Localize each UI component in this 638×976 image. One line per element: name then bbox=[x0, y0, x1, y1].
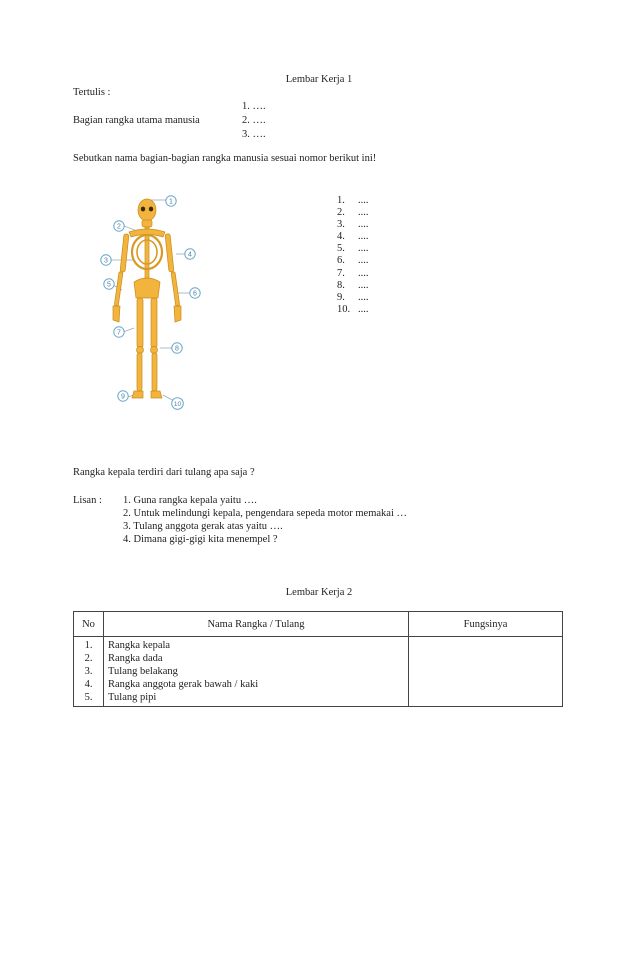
list-item-blank: .... bbox=[358, 291, 369, 303]
row-number: 1. bbox=[84, 640, 93, 651]
marker-2 bbox=[113, 220, 125, 235]
table-header-row bbox=[74, 612, 563, 637]
header-function: Fungsinya bbox=[409, 612, 563, 637]
list-item-blank: .... bbox=[358, 267, 369, 279]
bone-name: Rangka kepala bbox=[108, 640, 171, 651]
table-row bbox=[74, 637, 563, 707]
list-item bbox=[337, 292, 369, 304]
worksheet-2-table bbox=[73, 611, 563, 707]
list-item-blank: .... bbox=[358, 243, 369, 255]
marker-5 bbox=[103, 278, 115, 293]
list-item bbox=[337, 231, 369, 243]
list-item-blank: .... bbox=[358, 303, 369, 315]
tertulis-label: Tertulis : bbox=[73, 87, 111, 98]
list-item-number: 5. bbox=[337, 243, 345, 255]
list-item-blank: .... bbox=[358, 231, 369, 243]
header-no: No bbox=[74, 612, 104, 637]
bone-name: Rangka dada bbox=[108, 653, 163, 664]
list-item-number: 6. bbox=[337, 255, 345, 267]
marker-1 bbox=[165, 195, 177, 210]
list-item-number: 1. bbox=[337, 195, 345, 206]
list-item-number: 7. bbox=[337, 267, 345, 279]
lisan-question-2: 2. Untuk melindungi kepala, pengendara sepeda motor memakai … bbox=[123, 508, 407, 519]
marker-7 bbox=[113, 326, 125, 341]
list-item-blank: .... bbox=[358, 207, 369, 219]
lisan-question-3: 3. Tulang anggota gerak atas yaitu …. bbox=[123, 521, 283, 532]
bone-name: Tulang pipi bbox=[108, 692, 157, 703]
row-number: 4. bbox=[84, 679, 93, 690]
row-number: 5. bbox=[84, 692, 93, 703]
list-item-number: 2. bbox=[337, 207, 345, 219]
main-parts-item-3: 3. …. bbox=[242, 129, 266, 140]
header-name: Nama Rangka / Tulang bbox=[104, 612, 409, 637]
marker-label: 1 bbox=[169, 198, 173, 206]
list-item-blank: .... bbox=[358, 279, 369, 291]
main-parts-item-2: 2. …. bbox=[242, 115, 266, 126]
marker-label: 7 bbox=[117, 329, 121, 337]
bone-name: Tulang belakang bbox=[108, 666, 178, 677]
marker-4 bbox=[184, 248, 196, 263]
lisan-question-1: 1. Guna rangka kepala yaitu …. bbox=[123, 495, 257, 506]
instruction-text: Sebutkan nama bagian-bagian rangka manusia sesuai nomor berikut ini! bbox=[73, 153, 377, 164]
marker-6 bbox=[189, 287, 201, 302]
marker-label: 8 bbox=[175, 345, 179, 353]
list-item bbox=[337, 219, 369, 231]
skull-question: Rangka kepala terdiri dari tulang apa saja ? bbox=[73, 467, 255, 478]
list-item-number: 3. bbox=[337, 219, 345, 231]
lisan-label: Lisan : bbox=[73, 495, 102, 506]
marker-label: 10 bbox=[173, 401, 182, 408]
marker-label: 3 bbox=[104, 257, 108, 265]
list-item bbox=[337, 268, 369, 280]
lisan-question-4: 4. Dimana gigi-gigi kita menempel ? bbox=[123, 534, 278, 545]
list-item bbox=[337, 255, 369, 267]
list-item-number: 9. bbox=[337, 291, 345, 303]
name-cell bbox=[104, 637, 409, 707]
list-item-blank: .... bbox=[358, 195, 369, 206]
worksheet-2-title: Lembar Kerja 2 bbox=[285, 587, 353, 598]
number-cell bbox=[74, 637, 104, 707]
main-parts-label: Bagian rangka utama manusia bbox=[73, 115, 200, 126]
row-number: 2. bbox=[84, 653, 93, 664]
answer-list bbox=[337, 195, 369, 316]
worksheet-1-title: Lembar Kerja 1 bbox=[285, 74, 353, 85]
list-item bbox=[337, 207, 369, 219]
function-cell[interactable] bbox=[409, 637, 563, 707]
marker-label: 5 bbox=[107, 281, 111, 289]
marker-8 bbox=[171, 342, 183, 357]
marker-label: 9 bbox=[121, 393, 125, 401]
list-item bbox=[337, 280, 369, 292]
list-item-blank: .... bbox=[358, 219, 369, 231]
list-item bbox=[337, 243, 369, 255]
list-item bbox=[337, 195, 369, 207]
main-parts-item-1: 1. …. bbox=[242, 101, 266, 112]
marker-9 bbox=[117, 390, 129, 405]
bone-name: Rangka anggota gerak bawah / kaki bbox=[108, 679, 259, 690]
marker-label: 2 bbox=[117, 223, 121, 231]
marker-label: 4 bbox=[188, 251, 192, 259]
list-item bbox=[337, 304, 369, 316]
list-item-number: 4. bbox=[337, 231, 345, 243]
list-item-number: 10. bbox=[337, 303, 351, 315]
marker-label: 6 bbox=[193, 290, 197, 298]
marker-3 bbox=[100, 254, 112, 269]
marker-10 bbox=[171, 397, 184, 413]
list-item-blank: .... bbox=[358, 255, 369, 267]
row-number: 3. bbox=[84, 666, 93, 677]
list-item-number: 8. bbox=[337, 279, 345, 291]
